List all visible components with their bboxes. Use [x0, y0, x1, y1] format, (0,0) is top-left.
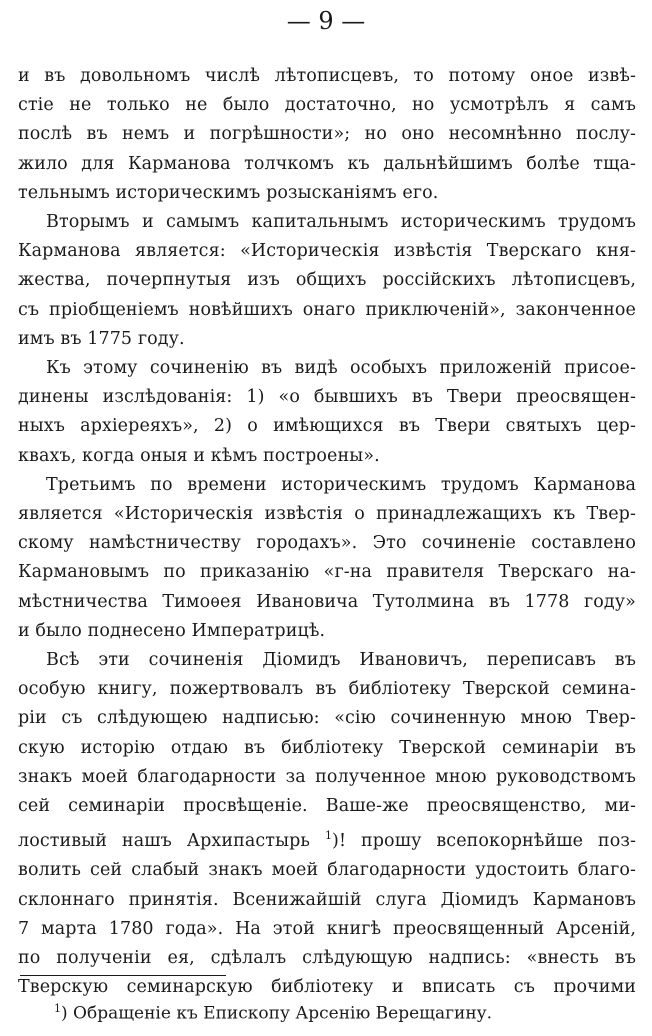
text-line: волить сей слабый знакъ моей благодарности удостоить благо- [18, 860, 636, 881]
footnote-text: ) Обращеніе къ Епископу Арсенію Верещагину. [61, 1003, 493, 1024]
text-segment: )! прошу всепокорнѣйше поз- [332, 831, 636, 852]
text-line: послѣ въ немъ и погрѣшности»; но оно несомнѣнно послу- [18, 124, 636, 145]
footnote [54, 997, 492, 1026]
text-line: Тверскую семинарскую библіотеку и вписать съ прочими [18, 977, 636, 998]
body-text [18, 62, 636, 1002]
text-line: и въ довольномъ числѣ лѣтописцевъ, то потому оное извѣ- [18, 66, 636, 86]
text-line: мѣстничества Тимоѳея Ивановича Тутолмина въ 1778 году» [18, 591, 636, 612]
text-line: Кармановымъ по приказанію «г-на правителя Тверскаго на- [18, 562, 636, 583]
text-line: 7 марта 1780 года». На этой книгѣ преосвященный Арсеній, [18, 918, 636, 939]
text-line: имъ въ 1775 году. [18, 328, 185, 349]
text-line: склоннаго принятія. Всенижайшій слуга Діомидъ Кармановъ [18, 889, 636, 910]
text-line: стіе не только не было достаточно, но усмотрѣлъ я самъ [18, 95, 636, 116]
footnote-divider [20, 975, 226, 976]
text-line: жества, почерпнутыя изъ общихъ россійскихъ лѣтописцевъ, [18, 270, 636, 291]
paragraph-start-line: Всѣ эти сочиненія Діомидъ Ивановичъ, переписавъ въ [46, 650, 636, 671]
text-line-with-footnote [18, 821, 636, 856]
text-line: квахъ, когда оныя и кѣмъ построены». [18, 445, 380, 466]
text-line: по полученіи ея, сдѣлалъ слѣдующую надпись: «внесть въ [18, 947, 636, 968]
text-line: сей семинаріи просвѣщеніе. Ваше-же преосвященство, ми- [18, 796, 636, 817]
paragraph-start-line: Къ этому сочиненію въ видѣ особыхъ приложеній присое- [46, 358, 636, 379]
text-line: ныхъ архіереяхъ», 2) о имѣющихся въ Твери святыхъ цер- [18, 416, 636, 437]
paragraph-start-line: Вторымъ и самымъ капитальнымъ историческимъ трудомъ [46, 212, 636, 233]
text-line: Карманова является: «Историческія извѣстія Тверскаго кня- [18, 241, 636, 262]
text-line: съ пріобщеніемъ новѣйшихъ онаго приключеній», законченное [18, 299, 636, 320]
footnote-mark: 1 [54, 1002, 61, 1015]
paragraph-start-line: Третьимъ по времени историческимъ трудомъ Карманова [46, 474, 636, 495]
text-line: знакъ моей благодарности за полученное мною руководствомъ [18, 766, 636, 787]
text-line: является «Историческія извѣстія о принадлежащихъ къ Твер- [18, 504, 636, 525]
text-line: особую книгу, пожертвовалъ въ библіотеку Тверской семина- [18, 679, 636, 700]
text-segment: лостивый нашъ Архипастырь [18, 831, 311, 852]
page-number: — 9 — [286, 7, 366, 35]
text-line: тельнымъ историческимъ розысканіямъ его. [18, 182, 439, 203]
text-line: динены изслѣдованія: 1) «о бывшихъ въ Твери преосвящен- [18, 387, 636, 408]
footnote-reference[interactable]: 1 [324, 829, 333, 843]
text-line: скую исторію отдаю въ библіотеку Тверской семинаріи въ [18, 737, 636, 758]
text-line: ріи съ слѣдующею надписью: «сію сочиненную мною Твер- [18, 708, 636, 729]
text-line: и было поднесено Императрицѣ. [18, 620, 326, 641]
text-line: жило для Карманова толчкомъ къ дальнѣйшимъ болѣе тща- [18, 153, 636, 174]
text-line: скому намѣстничеству городахъ». Это сочиненіе составлено [18, 533, 636, 554]
